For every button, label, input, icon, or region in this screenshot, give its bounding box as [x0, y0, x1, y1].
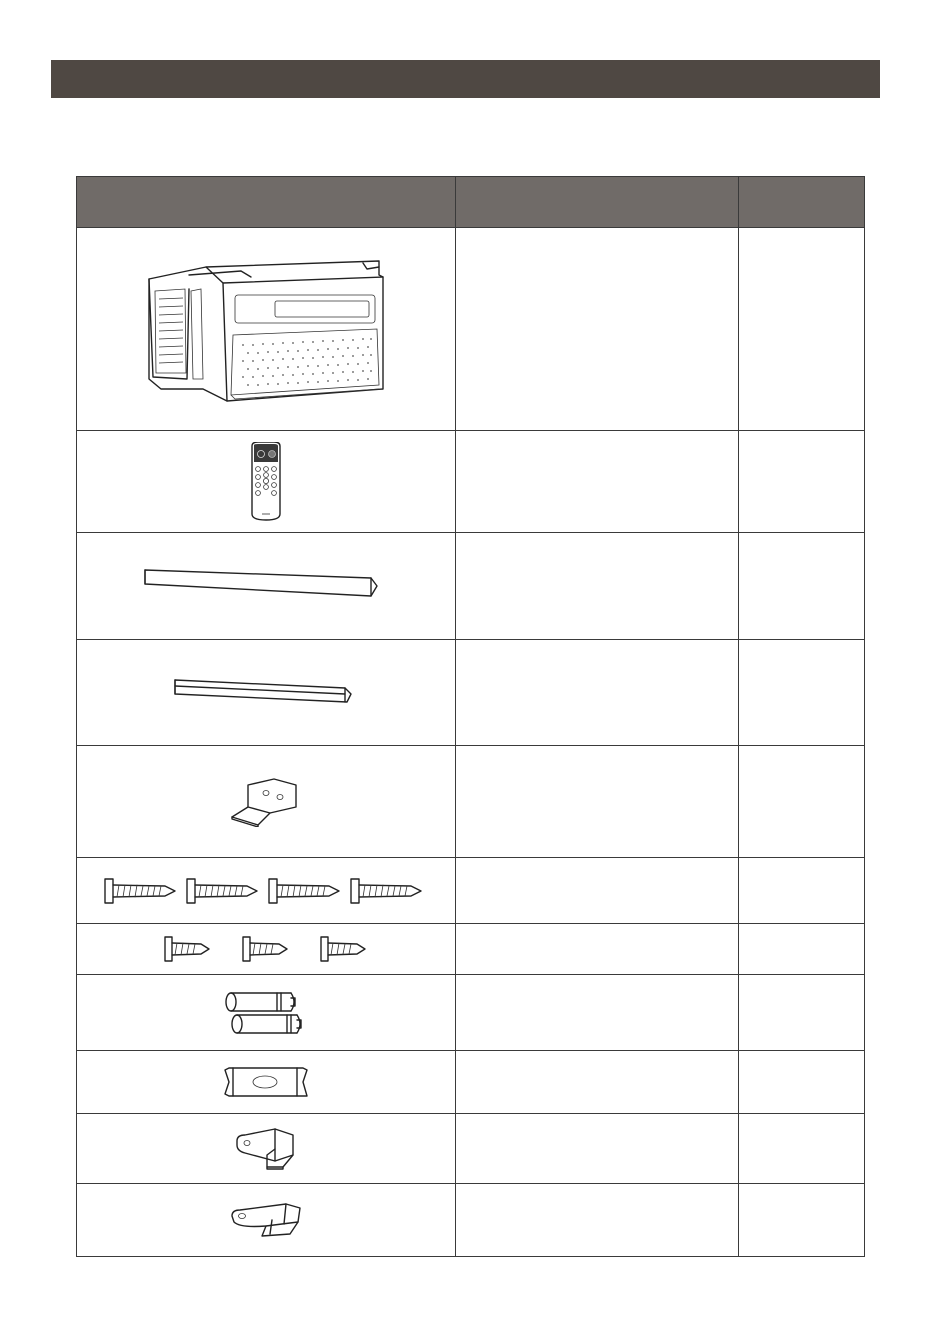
- table-row: [77, 431, 865, 533]
- part-quantity-cell: [739, 746, 865, 858]
- part-quantity-cell: [739, 924, 865, 975]
- part-name-cell: [456, 975, 739, 1051]
- part-quantity-cell: [739, 1184, 865, 1257]
- column-header-quantity: [739, 177, 865, 228]
- remote-control-icon: [246, 442, 286, 522]
- long-screws-icon: [101, 876, 431, 906]
- table-row: [77, 1184, 865, 1257]
- table-row: [77, 746, 865, 858]
- foam-seal-short-icon: [171, 676, 361, 710]
- air-conditioner-unit-icon: [131, 249, 401, 409]
- table-row: [77, 858, 865, 924]
- part-name-cell: [456, 924, 739, 975]
- part-quantity-cell: [739, 640, 865, 746]
- batteries-icon: [221, 988, 311, 1038]
- table-row: [77, 228, 865, 431]
- part-image-cell: [77, 924, 456, 975]
- part-name-cell: [456, 1051, 739, 1114]
- part-image-cell: [77, 533, 456, 640]
- sash-lock-icon: [231, 1127, 301, 1171]
- part-image-cell: [77, 431, 456, 533]
- section-header-bar: [51, 60, 880, 98]
- table-row: [77, 1051, 865, 1114]
- column-header-picture: [77, 177, 456, 228]
- part-name-cell: [456, 431, 739, 533]
- table-header-row: [77, 177, 865, 228]
- part-name-cell: [456, 533, 739, 640]
- part-quantity-cell: [739, 975, 865, 1051]
- foam-seal-long-icon: [141, 566, 391, 606]
- column-header-name: [456, 177, 739, 228]
- part-image-cell: [77, 858, 456, 924]
- part-name-cell: [456, 1114, 739, 1184]
- part-name-cell: [456, 858, 739, 924]
- part-quantity-cell: [739, 431, 865, 533]
- part-quantity-cell: [739, 1051, 865, 1114]
- table-row: [77, 1114, 865, 1184]
- part-name-cell: [456, 640, 739, 746]
- part-quantity-cell: [739, 1114, 865, 1184]
- part-image-cell: [77, 746, 456, 858]
- part-name-cell: [456, 228, 739, 431]
- l-bracket-icon: [226, 777, 306, 827]
- part-image-cell: [77, 228, 456, 431]
- part-image-cell: [77, 975, 456, 1051]
- table-row: [77, 533, 865, 640]
- short-screws-icon: [161, 935, 371, 963]
- part-image-cell: [77, 1051, 456, 1114]
- part-image-cell: [77, 1114, 456, 1184]
- part-name-cell: [456, 1184, 739, 1257]
- part-name-cell: [456, 746, 739, 858]
- table-row: [77, 924, 865, 975]
- part-image-cell: [77, 1184, 456, 1257]
- table-row: [77, 975, 865, 1051]
- part-quantity-cell: [739, 228, 865, 431]
- table-row: [77, 640, 865, 746]
- part-image-cell: [77, 640, 456, 746]
- window-clip-icon: [226, 1200, 306, 1240]
- part-quantity-cell: [739, 533, 865, 640]
- foam-tape-icon: [221, 1064, 311, 1100]
- parts-table: [76, 176, 865, 1257]
- part-quantity-cell: [739, 858, 865, 924]
